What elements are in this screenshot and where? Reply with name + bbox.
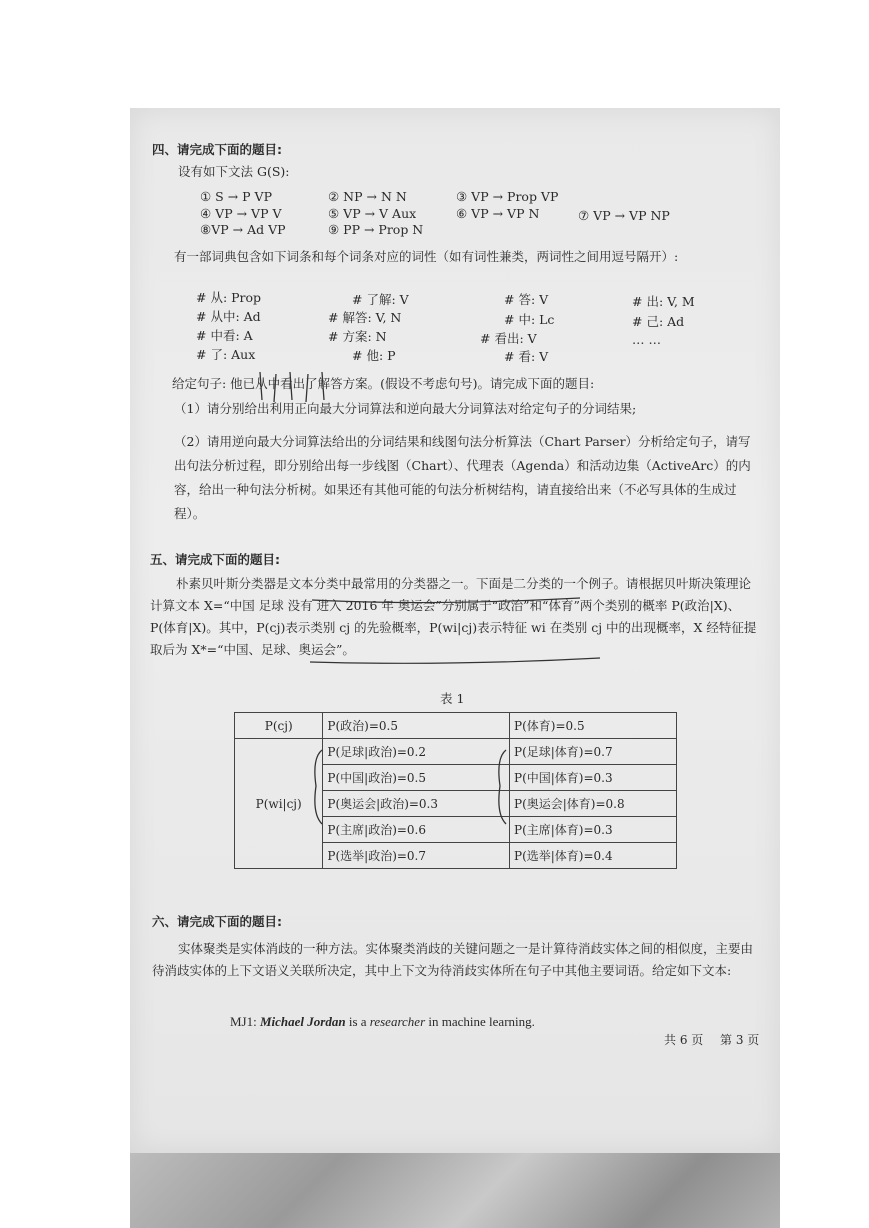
dict-entry: … … (632, 332, 661, 347)
dict-entry: # 从中: Ad (196, 309, 261, 324)
table-cell: P(wi|cj) (235, 739, 323, 869)
mj1-role: researcher (369, 1014, 426, 1029)
dict-entry: # 看: V (504, 349, 549, 364)
table-cell: P(奥运会|体育)=0.8 (510, 791, 677, 817)
table-cell: P(主席|政治)=0.6 (323, 817, 510, 843)
mj1-name: Michael Jordan (259, 1014, 346, 1029)
dict-entry: # 答: V (504, 292, 549, 307)
table-cell: P(中国|政治)=0.5 (323, 765, 510, 791)
rule-6: ⑥ VP → VP N (456, 206, 540, 221)
question-1: （1）请分别给出利用正向最大分词算法和逆向最大分词算法对给定句子的分词结果; (174, 401, 637, 416)
table-cell: P(体育)=0.5 (510, 713, 677, 739)
table-cell: P(选举|政治)=0.7 (323, 843, 510, 869)
table-cell: P(主席|体育)=0.3 (510, 817, 677, 843)
mj1-text (230, 1014, 535, 1030)
handwritten-underlines (310, 596, 610, 666)
page-number: 第 3 页 (720, 1033, 760, 1047)
rule-5: ⑤ VP → V Aux (328, 206, 417, 221)
mj1-end: in machine learning. (428, 1014, 535, 1029)
dict-entry: # 了解: V (352, 292, 409, 307)
table-caption: 表 1 (440, 691, 465, 706)
section-4-heading: 四、请完成下面的题目: (152, 142, 282, 157)
table-cell: P(足球|体育)=0.7 (510, 739, 677, 765)
naive-bayes-paragraph: 朴素贝叶斯分类器是文本分类中最常用的分类器之一。下面是二分类的一个例子。请根据贝叶斯决策理论计算文本 X=“中国 足球 没有 进入 2016 年 奥运会”分别属于“政治”和“体育”两个类别的概率 P(政治|X)、P(体育|X)。其中，P(cj)表示类别 cj 的先验概率，P(wi|cj)表示特征 wi 在类别 cj 中的出现概率，X 经特征提取后为 X*=“中国、足球、奥运会”。 (150, 576, 757, 657)
page-count: 共 6 页 (664, 1033, 704, 1047)
handwritten-braces (310, 748, 510, 828)
table-cell: P(中国|体育)=0.3 (510, 765, 677, 791)
mj1-mid: is a (348, 1014, 367, 1029)
photo-background (130, 1150, 780, 1228)
section-6-heading: 六、请完成下面的题目: (152, 914, 282, 929)
exam-page (130, 108, 780, 1153)
rule-8: ⑧VP → Ad VP (200, 222, 286, 237)
entity-clustering-paragraph: 实体聚类是实体消歧的一种方法。实体聚类消歧的关键问题之一是计算待消歧实体之间的相似度，主要由待消歧实体的上下文语义关联所决定，其中上下文为待消歧实体所在句子中其他主要词语。给定如下文本: (152, 941, 754, 978)
given-sentence: 给定句子: 他已从中看出了解答方案。(假设不考虑句号)。请完成下面的题目: (172, 376, 595, 391)
rule-9: ⑨ PP → Prop N (328, 222, 424, 237)
dict-entry: # 从: Prop (196, 290, 262, 305)
section-5-heading: 五、请完成下面的题目: (150, 552, 280, 567)
dict-entry: # 方案: N (328, 329, 387, 344)
dict-entry: # 他: P (352, 348, 396, 363)
table-cell: P(足球|政治)=0.2 (323, 739, 510, 765)
dict-entry: # 看出: V (480, 331, 537, 346)
rule-3: ③ VP → Prop VP (456, 189, 559, 204)
question-2: （2）请用逆向最大分词算法给出的分词结果和线图句法分析算法（Chart Parser）分析给定句子，请写出句法分析过程，即分别给出每一步线图（Chart）、代理表（Agenda）和活动边集（ActiveArc）的内容，给出一种句法分析树。如果还有其他可能的句法分析树结构，请直接给出来（不必写具体的生成过程）。 (174, 434, 751, 521)
dict-entry: # 中看: A (196, 328, 253, 343)
dict-entry: # 解答: V, N (328, 310, 402, 325)
table-row (235, 713, 677, 739)
dict-entry: # 己: Ad (632, 314, 685, 329)
table-cell: P(选举|体育)=0.4 (510, 843, 677, 869)
rule-2: ② NP → N N (328, 189, 407, 204)
mj1-label: MJ1: (230, 1014, 257, 1029)
rule-7: ⑦ VP → VP NP (578, 208, 670, 223)
dict-entry: # 出: V, M (632, 294, 695, 309)
table-cell: P(奥运会|政治)=0.3 (323, 791, 510, 817)
table-cell: P(政治)=0.5 (323, 713, 510, 739)
dict-entry: # 中: Lc (504, 312, 555, 327)
dictionary-intro: 有一部词典包含如下词条和每个词条对应的词性（如有词性兼类，两词性之间用逗号隔开）: (174, 249, 679, 264)
dict-entry: # 了: Aux (196, 347, 256, 362)
table-cell: P(cj) (235, 713, 323, 739)
rule-4: ④ VP → VP V (200, 206, 282, 221)
rule-1: ① S → P VP (200, 189, 272, 204)
grammar-intro: 设有如下文法 G(S): (178, 164, 290, 179)
